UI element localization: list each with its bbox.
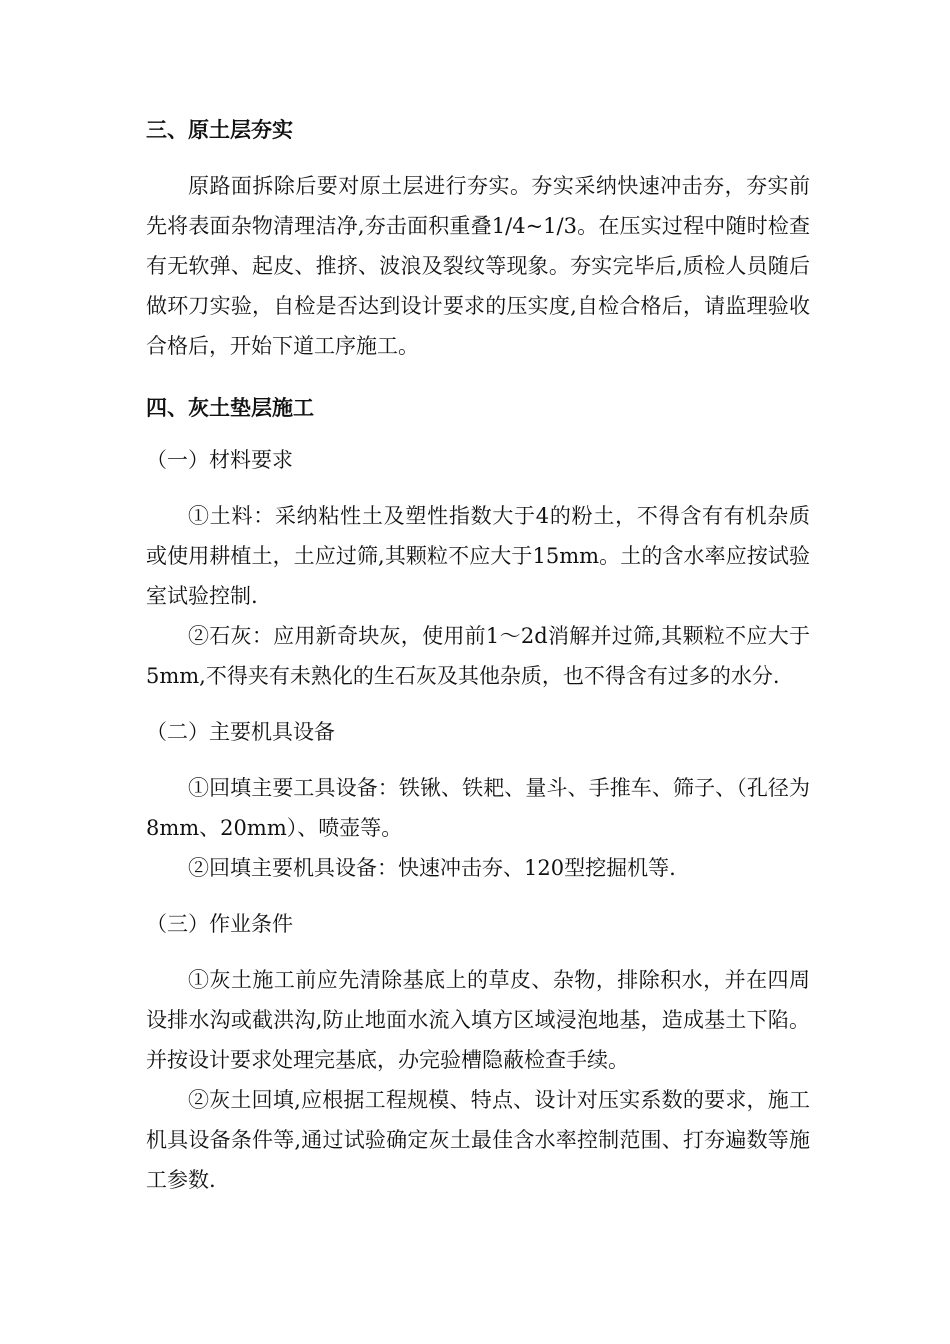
conditions-backfill-paragraph: ②灰土回填,应根据工程规模、特点、设计对压实系数的要求，施工机具设备条件等,通过试验确定灰土最佳含水率控制范围、打夯遍数等施工参数. [146,1088,810,1192]
materials-lime-paragraph: ②石灰：应用新奇块灰，使用前1～2d消解并过筛,其颗粒不应大于5mm,不得夹有未熟化的生石灰及其他杂质，也不得含有过多的水分. [146,624,810,688]
section-4-heading: 四、灰土垫层施工 [146,396,314,420]
spacer [146,752,810,768]
conditions-base-paragraph: ①灰土施工前应先清除基底上的草皮、杂物，排除积水，并在四周设排水沟或截洪沟,防止地面水流入填方区域浸泡地基，造成基土下陷。并按设计要求处理完基底，办完验槽隐蔽检查手续。 [146,968,810,1072]
spacer [146,480,810,496]
document-page [146,110,810,1200]
materials-soil-paragraph: ①土料：采纳粘性土及塑性指数大于4的粉土，不得含有有机杂质或使用耕植土，土应过筛,其颗粒不应大于15mm。土的含水率应按试验室试验控制. [146,504,810,608]
subsection-equipment-heading: （二）主要机具设备 [146,720,335,744]
spacer [146,696,810,712]
spacer [146,428,810,440]
equipment-tools-paragraph: ①回填主要工具设备：铁锹、铁耙、量斗、手推车、筛子、（孔径为8mm、20mm）、喷壶等。 [146,776,810,840]
subsection-conditions-heading: （三）作业条件 [146,912,293,936]
subsection-materials-heading: （一）材料要求 [146,448,293,472]
spacer [146,888,810,904]
spacer [146,366,810,388]
section-3-paragraph: 原路面拆除后要对原土层进行夯实。夯实采纳快速冲击夯，夯实前先将表面杂物清理洁净,夯击面积重叠1/4~1/3。在压实过程中随时检查有无软弹、起皮、推挤、波浪及裂纹等现象。夯实完毕后,质检人员随后做环刀实验，自检是否达到设计要求的压实度,自检合格后，请监理验收合格后，开始下道工序施工。 [146,174,810,358]
spacer [146,944,810,960]
section-3-heading: 三、原土层夯实 [146,118,293,142]
spacer [146,150,810,166]
equipment-machines-paragraph: ②回填主要机具设备：快速冲击夯、120型挖掘机等. [188,856,676,880]
